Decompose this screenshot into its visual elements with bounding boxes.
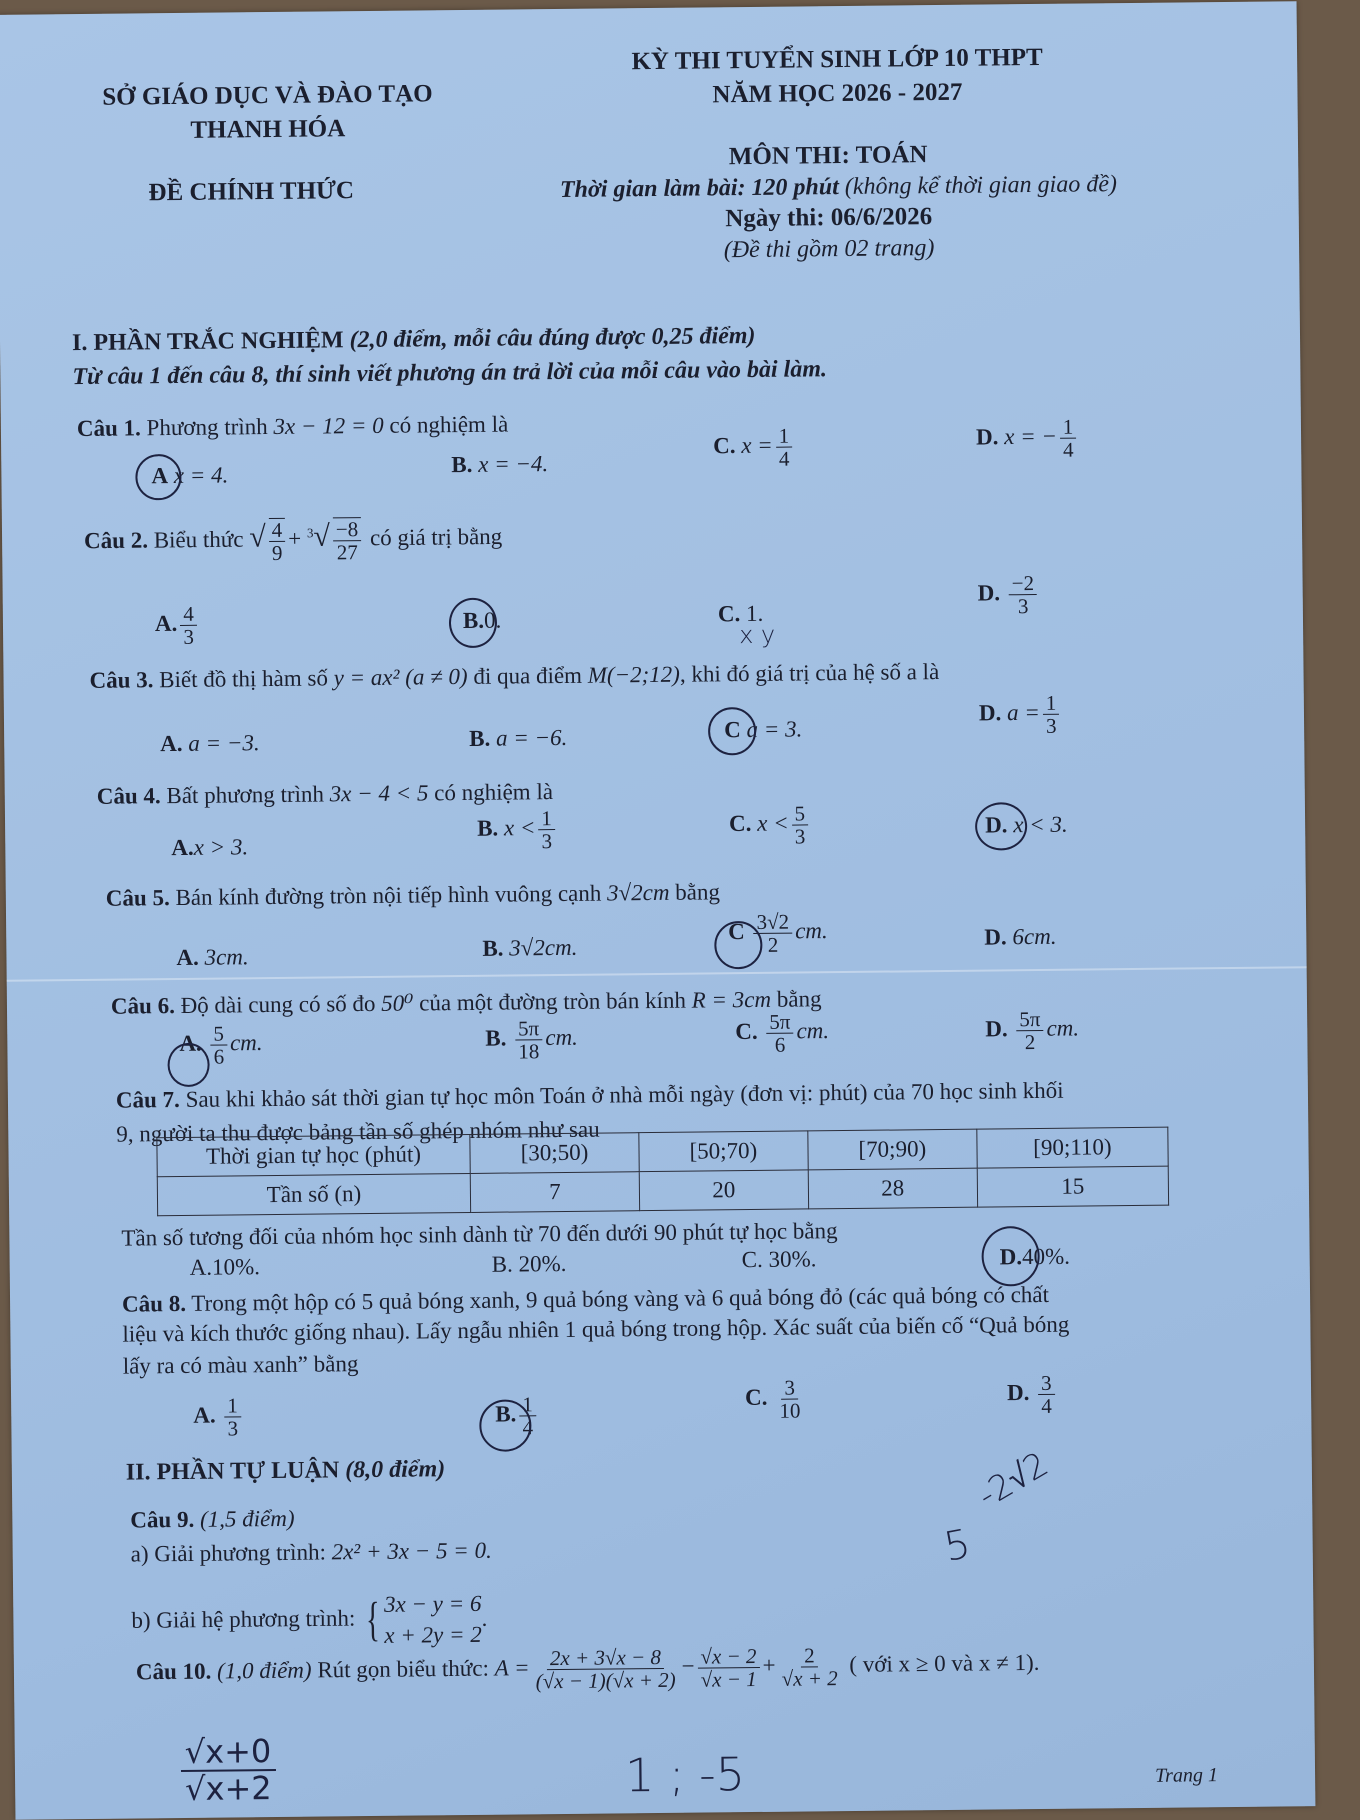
page-count: (Đề thi gồm 02 trang) — [723, 235, 935, 264]
table-cell: Tần số (n) — [157, 1173, 470, 1215]
answer-circle — [714, 921, 763, 970]
q5-option-a[interactable]: A. 3cm. — [176, 944, 249, 971]
q8-stem-3: lấy ra có màu xanh” bằng — [122, 1351, 359, 1379]
q8-option-a[interactable]: A. $\frac{1}{3}$ — [193, 1394, 244, 1440]
province-name: THANH HÓA — [190, 115, 346, 144]
q9a: a) Giải phương trình: 2x² + 3x − 5 = 0. — [130, 1537, 492, 1567]
q4-option-b[interactable]: B. x < $\frac{1}{3}$ — [477, 807, 558, 853]
q8-option-b[interactable]: B. $\frac{1}{4}$ — [495, 1393, 539, 1439]
time-line: Thời gian làm bài: 120 phút (không kể thời gian giao đề) — [559, 171, 1118, 203]
part1-instruction: Từ câu 1 đến câu 8, thí sinh viết phương án trả lời của mỗi câu vào bài làm. — [72, 356, 828, 391]
q4-option-a[interactable]: A.x > 3. — [171, 834, 249, 861]
q7-stem: Câu 7. Sau khi khảo sát thời gian tự học môn Toán ở nhà mỗi ngày (đơn vị: phút) của 70 học sinh khối — [115, 1077, 1064, 1113]
q8-stem: Câu 8. Trong một hộp có 5 quả bóng xanh, 9 quả bóng vàng và 6 quả bóng đỏ (các quả bóng có chất — [121, 1281, 1050, 1317]
table-cell: [70;90) — [808, 1129, 977, 1170]
q1-option-b[interactable]: B. x = −4. — [451, 451, 549, 478]
q6-option-b[interactable]: B. $\frac{5\pi}{18}$ cm. — [485, 1016, 578, 1064]
exam-title: KỲ THI TUYỂN SINH LỚP 10 THPT — [631, 43, 1043, 76]
answer-circle — [975, 802, 1027, 851]
q2-option-d[interactable]: D. $\frac{-2}{3}$ — [977, 572, 1040, 618]
page-number: Trang 1 — [1154, 1764, 1219, 1787]
exam-date: Ngày thi: 06/6/2026 — [725, 203, 933, 233]
q4-option-c[interactable]: C. x < $\frac{5}{3}$ — [729, 802, 812, 848]
answer-circle — [167, 1043, 209, 1087]
official-label: ĐỀ CHÍNH THỨC — [148, 177, 355, 207]
handwritten-xy: x y — [738, 620, 776, 650]
q8-option-d[interactable]: D. $\frac{3}{4}$ — [1007, 1372, 1058, 1418]
q1-stem: Câu 1. Phương trình 3x − 12 = 0 có nghiệm là — [76, 411, 509, 442]
part1-heading: I. PHẦN TRẮC NGHIỆM (2,0 điểm, mỗi câu đúng được 0,25 điểm) — [71, 322, 756, 357]
q4-stem: Câu 4. Bất phương trình 3x − 4 < 5 có nghiệm là — [96, 779, 554, 809]
q6-option-c[interactable]: C. $\frac{5\pi}{6}$ cm. — [735, 1009, 830, 1057]
table-cell: [90;110) — [977, 1127, 1169, 1168]
answer-circle — [479, 1399, 532, 1452]
q5-option-d[interactable]: D. 6cm. — [984, 923, 1057, 950]
table-cell: 28 — [808, 1168, 977, 1209]
q7-option-d[interactable]: D.40%. — [999, 1243, 1071, 1270]
q1-option-a[interactable]: A x = 4. — [151, 462, 229, 489]
answer-circle — [135, 454, 181, 500]
table-cell: 15 — [977, 1166, 1169, 1207]
q3-stem: Câu 3. Biết đồ thị hàm số y = ax² (a ≠ 0) đi qua điểm M(−2;12), khi đó giá trị của hệ số a là — [89, 659, 940, 693]
q9b: b) Giải hệ phương trình: { 3x − y = 6 x + 2y = 2 . — [131, 1590, 488, 1648]
handwritten-note: 5 — [940, 1520, 975, 1571]
table-cell: 7 — [470, 1172, 639, 1213]
exam-sheet — [0, 1, 1315, 1820]
q6-option-d[interactable]: D. $\frac{5\pi}{2}$ cm. — [985, 1006, 1080, 1055]
q7-option-a[interactable]: A.10%. — [189, 1254, 261, 1280]
subject: MÔN THI: TOÁN — [728, 141, 928, 171]
q9-heading: Câu 9. (1,5 điểm) — [130, 1505, 295, 1533]
handwritten-fraction: √x+0 √x+2 — [181, 1734, 276, 1807]
handwritten-answer: 1 ; -5 — [624, 1747, 746, 1803]
q4-option-d[interactable]: D. x < 3. — [984, 811, 1068, 838]
q5-stem: Câu 5. Bán kính đường tròn nội tiếp hình vuông cạnh 3√2cm bằng — [105, 879, 721, 911]
q1-option-d[interactable]: D. x = − $\frac{1}{4}$ — [976, 416, 1080, 462]
frequency-table — [156, 1127, 1169, 1217]
q10: Câu 10. (1,0 điểm) Rút gọn biểu thức: A = $\frac{2x + 3√x - 8}{(√x - 1)(√x + 2)}$ − $\frac{√x - 2}{√x - 1}$ + $\frac{2}{√x + 2}$ ( với x ≥ 0 và x ≠ 1). — [135, 1643, 1040, 1694]
q2-stem: Câu 2. Biểu thức √ $\frac{4}{9}$ + $^3$√ $\frac{-8}{27}$ có giá trị bằng — [83, 517, 503, 566]
table-cell: Thời gian tự học (phút) — [157, 1134, 470, 1176]
q3-option-d[interactable]: D. a = $\frac{1}{3}$ — [979, 692, 1063, 738]
table-cell: 20 — [639, 1170, 808, 1211]
q8-option-c[interactable]: C. $\frac{3}{10}$ — [744, 1375, 801, 1423]
table-cell: [50;70) — [639, 1131, 808, 1172]
q5-option-c[interactable]: C $\frac{3√2}{2}$ cm. — [728, 909, 828, 957]
q8-stem-2: liệu và kích thước giống nhau). Lấy ngẫu nhiên 1 quả bóng trong hộp. Xác suất của biến cố “Quả bóng — [122, 1311, 1070, 1347]
q2-option-b[interactable]: B.0. — [462, 607, 502, 634]
q2-option-a[interactable]: A. $\frac{4}{3}$ — [155, 603, 200, 649]
answer-circle — [981, 1226, 1040, 1287]
answer-circle — [449, 598, 498, 648]
q7-stem-2: 9, người ta thu được bảng tần số ghép nhóm như sau — [116, 1116, 600, 1147]
q7-question: Tần số tương đối của nhóm học sinh dành từ 70 đến dưới 90 phút tự học bằng — [121, 1218, 838, 1251]
q5-option-b[interactable]: B. 3√2cm. — [482, 934, 578, 961]
school-year: NĂM HỌC 2026 - 2027 — [712, 78, 963, 109]
q6-stem: Câu 6. Độ dài cung có số đo 50⁰ của một đường tròn bán kính R = 3cm bằng — [110, 986, 822, 1019]
q3-option-b[interactable]: B. a = −6. — [469, 724, 568, 751]
q3-option-c[interactable]: C a = 3. — [723, 716, 803, 743]
dept-name: SỞ GIÁO DỤC VÀ ĐÀO TẠO — [102, 80, 433, 111]
table-cell: [30;50) — [470, 1133, 639, 1174]
q7-option-c[interactable]: C. 30%. — [741, 1246, 817, 1273]
answer-circle — [708, 707, 757, 756]
part2-heading: II. PHẦN TỰ LUẬN (8,0 điểm) — [125, 1456, 446, 1486]
q2-option-c[interactable]: C. 1. — [717, 600, 764, 627]
q3-option-a[interactable]: A. a = −3. — [160, 730, 260, 757]
q6-option-a[interactable]: A. $\frac{5}{6}$ cm. — [179, 1021, 263, 1069]
handwritten-note: -2√2 — [970, 1444, 1056, 1517]
q7-option-b[interactable]: B. 20%. — [491, 1250, 567, 1277]
q1-option-c[interactable]: C. x = $\frac{1}{4}$ — [713, 425, 796, 471]
